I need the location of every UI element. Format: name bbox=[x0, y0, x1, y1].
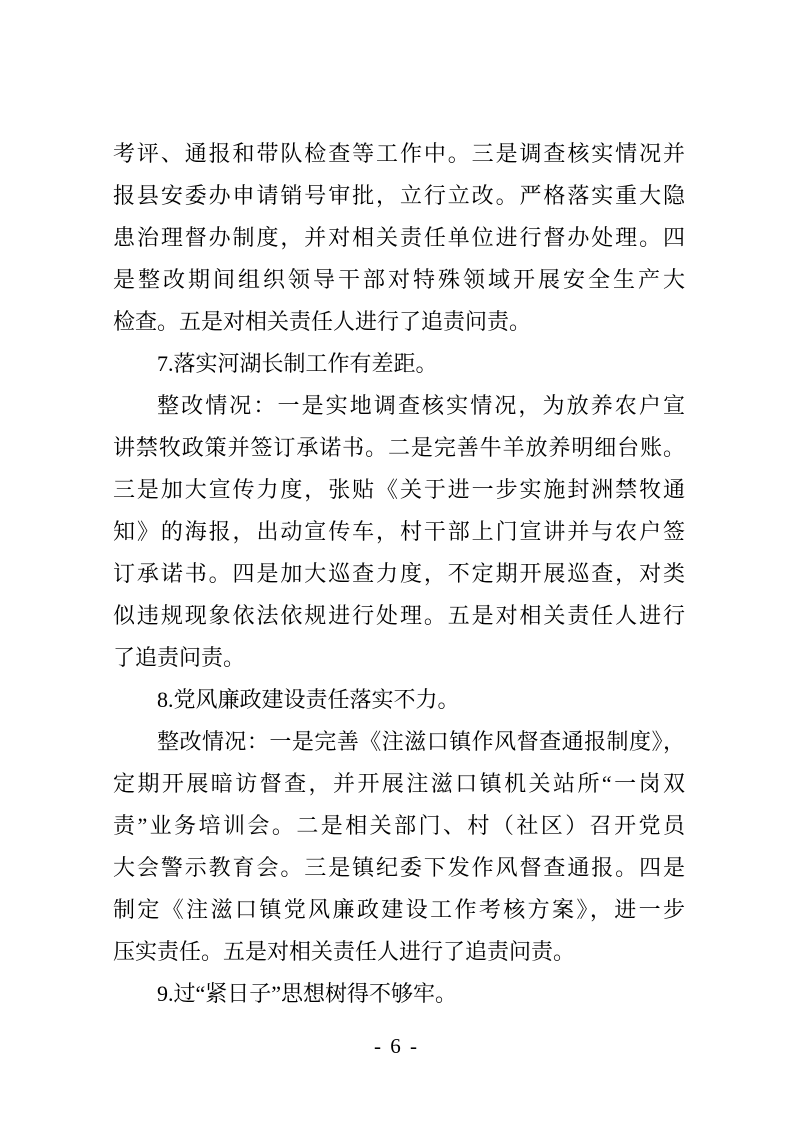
text-line: 大会警示教育会。三是镇纪委下发作风督查通报。四是 bbox=[113, 855, 685, 880]
text-line: 了追责问责。 bbox=[113, 645, 246, 670]
text-line: 三是加大宣传力度，张贴《关于进一步实施封洲禁牧通 bbox=[113, 477, 685, 502]
item-7-rectification bbox=[113, 385, 685, 679]
text-line: 报县安委办申请销号审批，立行立改。严格落实重大隐 bbox=[113, 183, 685, 208]
item-8-rectification bbox=[113, 721, 685, 973]
item-6-rectification-continued bbox=[113, 133, 685, 343]
text-line: 9.过“紧日子”思想树得不够牢。 bbox=[157, 981, 458, 1006]
text-line: 8.党风廉政建设责任落实不力。 bbox=[157, 687, 460, 712]
text-line: 知》的海报，出动宣传车，村干部上门宣讲并与农户签 bbox=[113, 519, 685, 544]
text-line: 检查。五是对相关责任人进行了追责问责。 bbox=[113, 309, 532, 334]
text-line: 患治理督办制度，并对相关责任单位进行督办处理。四 bbox=[113, 225, 685, 250]
text-line: 制定《注滋口镇党风廉政建设工作考核方案》，进一步 bbox=[113, 897, 685, 922]
text-line: 讲禁牧政策并签订承诺书。二是完善牛羊放养明细台账。 bbox=[113, 435, 685, 460]
text-line: 整改情况：一是实地调查核实情况，为放养农户宣 bbox=[157, 393, 685, 418]
text-line: 整改情况：一是完善《注滋口镇作风督查通报制度》， bbox=[157, 729, 685, 754]
text-line: 是整改期间组织领导干部对特殊领域开展安全生产大 bbox=[113, 267, 685, 292]
text-line: 似违规现象依法依规进行处理。五是对相关责任人进行 bbox=[113, 603, 685, 628]
text-line: 定期开展暗访督查，并开展注滋口镇机关站所“一岗双 bbox=[113, 771, 685, 796]
page-number: - 6 - bbox=[374, 1034, 419, 1058]
text-line: 压实责任。五是对相关责任人进行了追责问责。 bbox=[113, 939, 576, 964]
document-body bbox=[113, 133, 685, 1015]
item-7-heading bbox=[113, 343, 685, 385]
text-line: 考评、通报和带队检查等工作中。三是调查核实情况并 bbox=[113, 141, 685, 166]
item-9-heading bbox=[113, 973, 685, 1015]
text-line: 责”业务培训会。二是相关部门、村（社区）召开党员 bbox=[113, 813, 685, 838]
item-8-heading bbox=[113, 679, 685, 721]
text-line: 7.落实河湖长制工作有差距。 bbox=[157, 351, 438, 376]
text-line: 订承诺书。四是加大巡查力度，不定期开展巡查，对类 bbox=[113, 561, 685, 586]
